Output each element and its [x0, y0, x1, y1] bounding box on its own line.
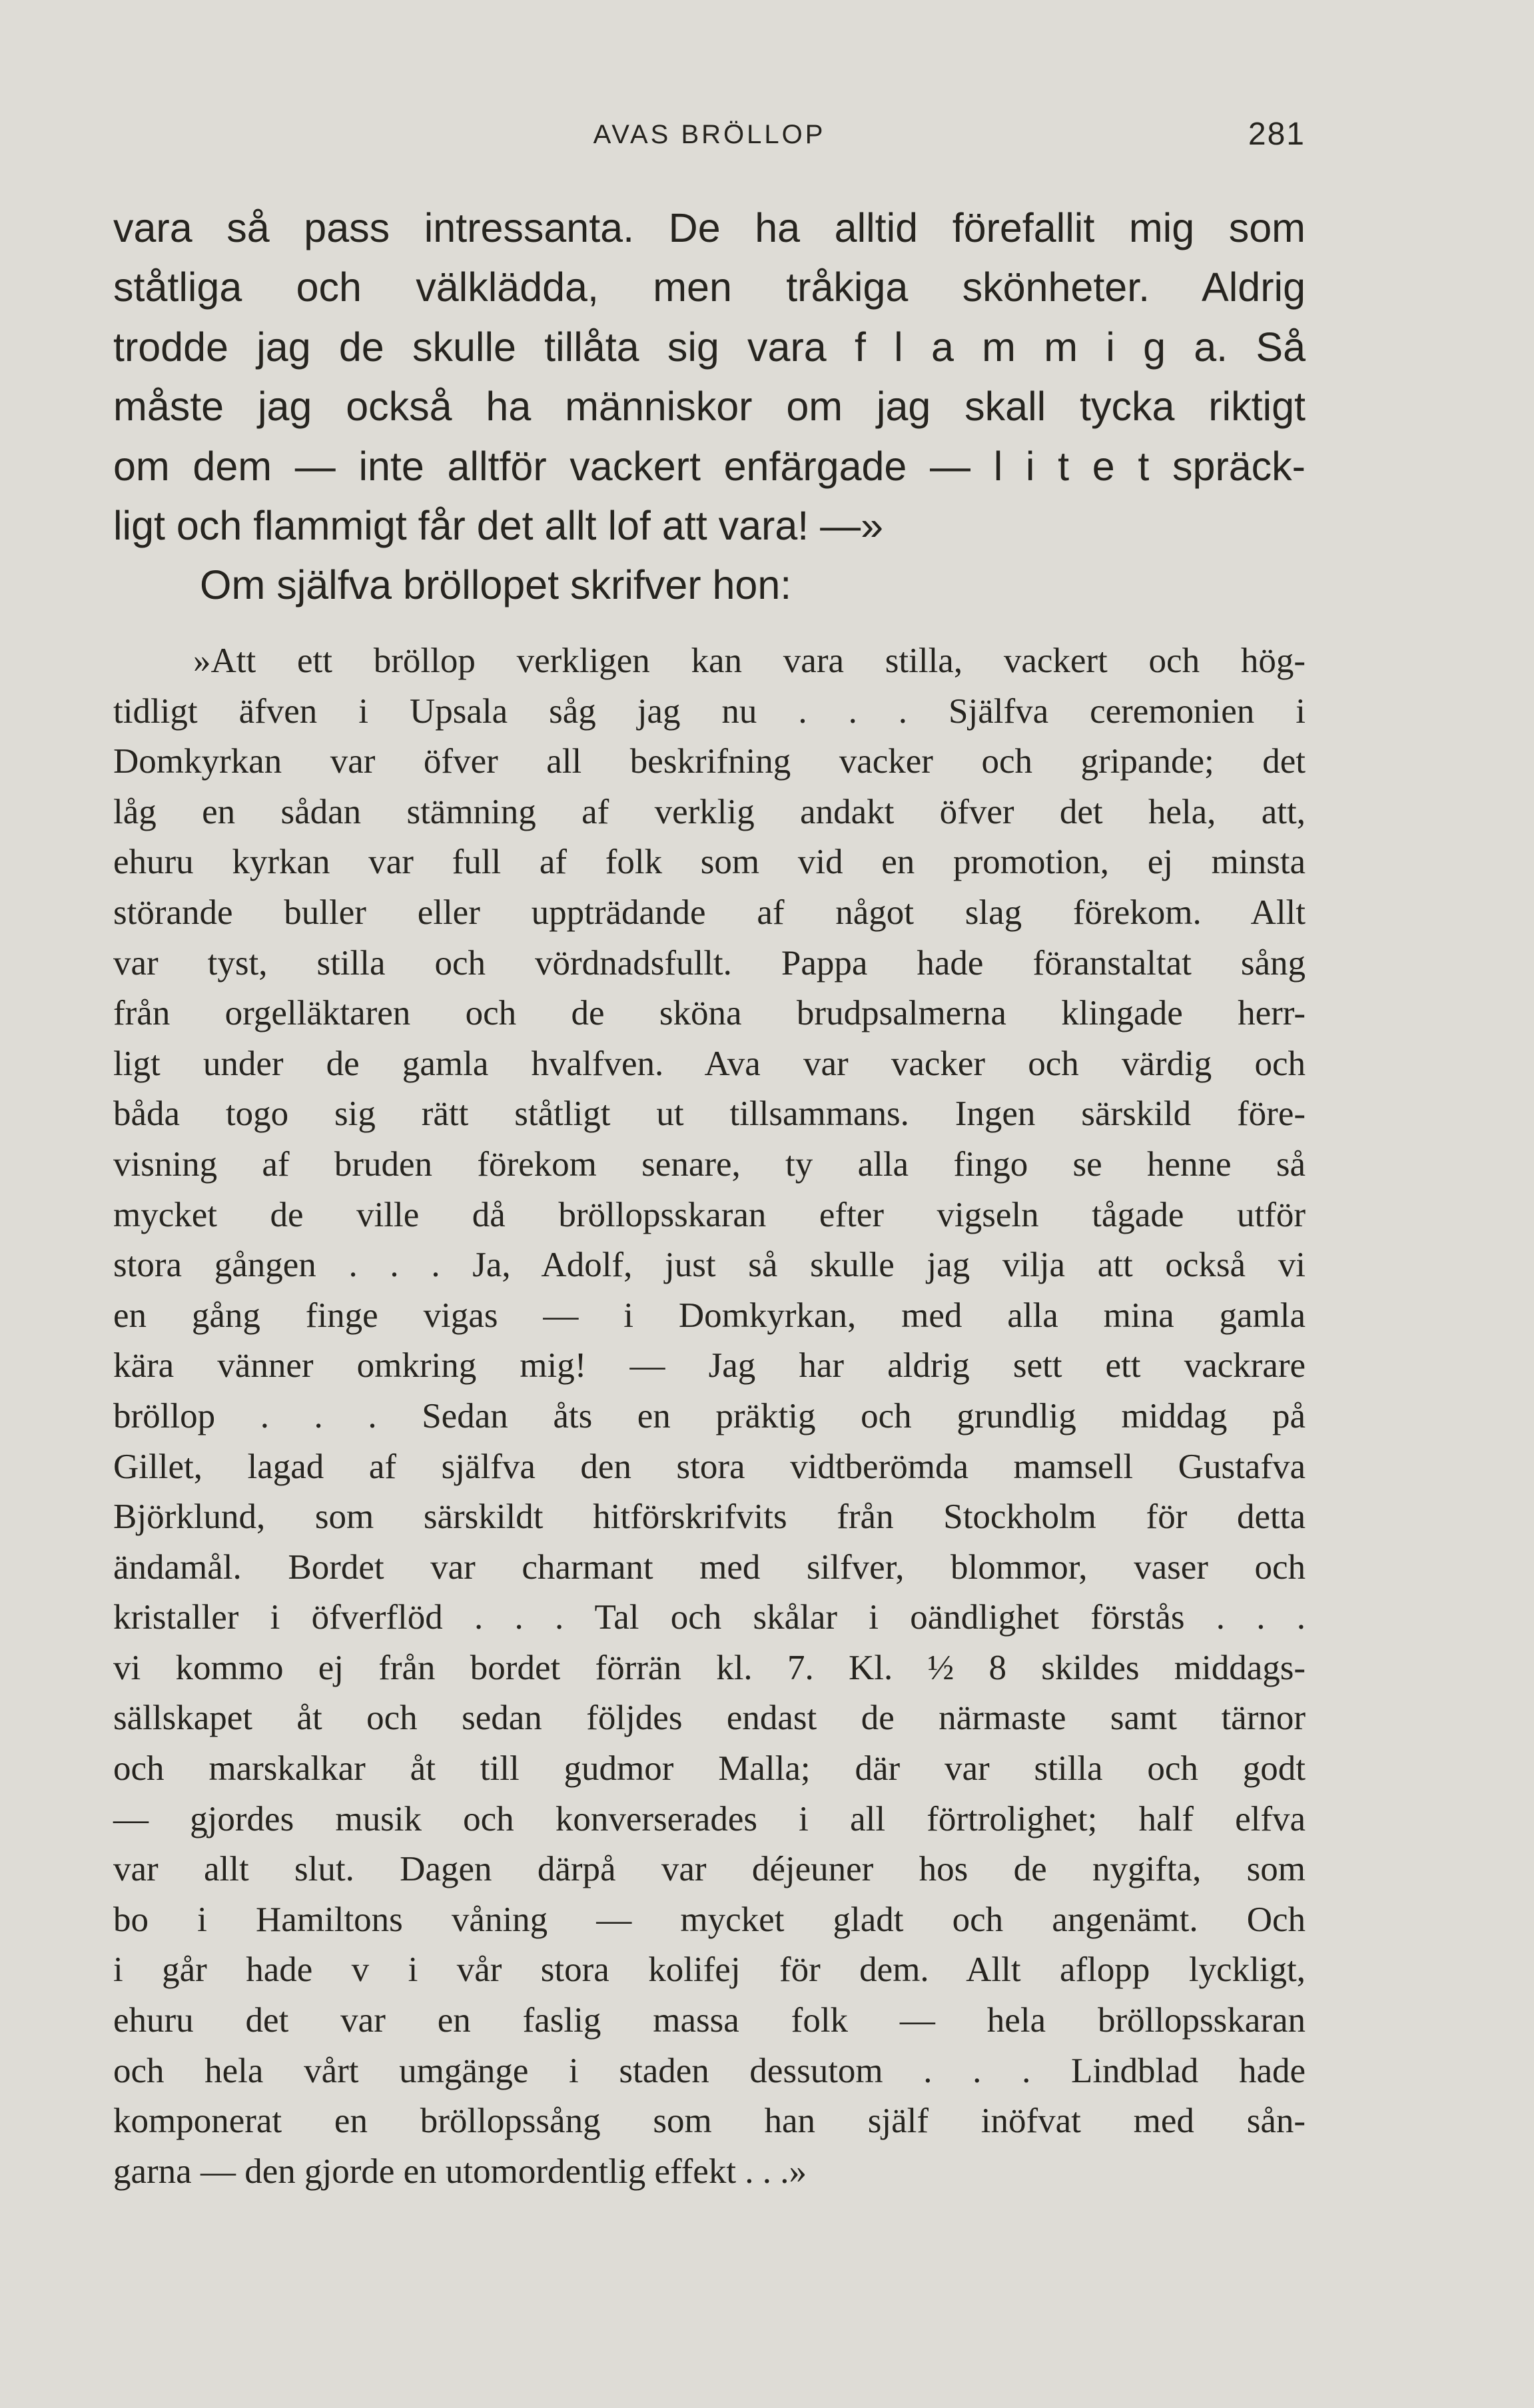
text-line: mycket de ville då bröllopsskaran efter vigseln tågade utför: [113, 1195, 1306, 1234]
text-line: ståtliga och välklädda, men tråkiga skönheter. Aldrig: [113, 264, 1306, 310]
text-line: ligt och flammigt får det allt lof att vara! —»: [113, 503, 884, 549]
text-line: ehuru det var en faslig massa folk — hela bröllopsskaran: [113, 2001, 1306, 2040]
text-line: och hela vårt umgänge i staden dessutom . . . Lindblad hade: [113, 2051, 1306, 2090]
text-line: — gjordes musik och konverserades i all förtrolighet; half elfva: [113, 1799, 1306, 1838]
text-line: vara så pass intressanta. De ha alltid förefallit mig som: [113, 205, 1306, 250]
text-line: ehuru kyrkan var full af folk som vid en promotion, ej minsta: [113, 843, 1306, 882]
text-line: sällskapet åt och sedan följdes endast de närmaste samt tärnor: [113, 1699, 1306, 1738]
text-line: kristaller i öfverflöd . . . Tal och skålar i oändlighet förstås . . .: [113, 1598, 1306, 1637]
text-line: i går hade v i vår stora kolifej för dem. Allt aflopp lyckligt,: [113, 1950, 1306, 1990]
text-line: trodde jag de skulle tillåta sig vara f l a m m i g a. Så: [113, 324, 1306, 370]
text-line: och marskalkar åt till gudmor Malla; där var stilla och godt: [113, 1749, 1306, 1789]
text-line: Gillet, lagad af själfva den stora vidtberömda mamsell Gustafva: [113, 1447, 1306, 1486]
text-line: från orgelläktaren och de sköna brudpsalmerna klingade herr-: [113, 994, 1306, 1033]
text-line: ändamål. Bordet var charmant med silfver, blommor, vaser och: [113, 1547, 1306, 1587]
text-line: garna — den gjorde en utomordentlig effekt . . .»: [113, 2152, 807, 2191]
quoted-letter-paragraph: [113, 636, 1306, 2197]
text-line: var tyst, stilla och vördnadsfullt. Pappa hade föranstaltat sång: [113, 943, 1306, 983]
text-line: Björklund, som särskildt hitförskrifvits från Stockholm för detta: [113, 1497, 1306, 1537]
text-line: störande buller eller uppträdande af något slag förekom. Allt: [113, 893, 1306, 932]
text-line: komponerat en bröllopssång som han själf inöfvat med sån-: [113, 2102, 1306, 2141]
text-line: tidligt äfven i Upsala såg jag nu . . . Själfva ceremonien i: [113, 691, 1306, 731]
text-line: låg en sådan stämning af verklig andakt öfver det hela, att,: [113, 792, 1306, 831]
text-line: stora gången . . . Ja, Adolf, just så skulle jag vilja att också vi: [113, 1246, 1306, 1285]
letter-paragraph: [113, 199, 1306, 615]
text-line: båda togo sig rätt ståtligt ut tillsammans. Ingen särskild före-: [113, 1094, 1306, 1134]
text-line: vi kommo ej från bordet förrän kl. 7. Kl. ½ 8 skildes middags-: [113, 1648, 1306, 1687]
page-number: 281: [1248, 117, 1306, 152]
text-line: visning af bruden förekom senare, ty alla fingo se henne så: [113, 1144, 1306, 1184]
text-line: »Att ett bröllop verkligen kan vara stilla, vackert och hög-: [193, 641, 1306, 680]
text-line: var allt slut. Dagen därpå var déjeuner hos de nygifta, som: [113, 1850, 1306, 1889]
text-line: Domkyrkan var öfver all beskrifning vacker och gripande; det: [113, 742, 1306, 781]
text-line: om dem — inte alltför vackert enfärgade — l i t e t spräck-: [113, 443, 1306, 489]
text-line: Om själfva bröllopet skrifver hon:: [200, 562, 792, 608]
running-head: AVAS BRÖLLOP: [593, 120, 826, 149]
text-line: bröllop . . . Sedan åts en präktig och grundlig middag på: [113, 1396, 1306, 1435]
text-line: en gång finge vigas — i Domkyrkan, med alla mina gamla: [113, 1296, 1306, 1335]
page-header: [113, 115, 1306, 155]
text-line: måste jag också ha människor om jag skall tycka riktigt: [113, 384, 1306, 430]
text-line: bo i Hamiltons våning — mycket gladt och angenämt. Och: [113, 1900, 1306, 1939]
text-line: ligt under de gamla hvalfven. Ava var vacker och värdig och: [113, 1044, 1306, 1083]
text-line: kära vänner omkring mig! — Jag har aldrig sett ett vackrare: [113, 1346, 1306, 1386]
